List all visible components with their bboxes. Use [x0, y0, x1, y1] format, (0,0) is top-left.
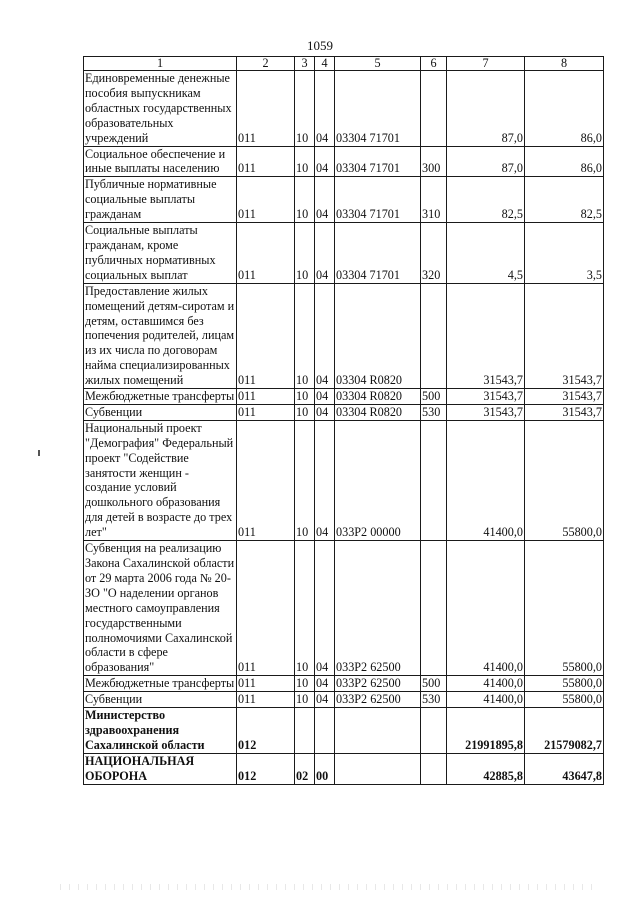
ministry-code: 011 [237, 541, 295, 676]
item-name: Публичные нормативные социальные выплаты гражданам [84, 177, 237, 223]
ministry-code: 011 [237, 223, 295, 284]
expense-type-code: 530 [421, 404, 447, 420]
table-row [84, 708, 604, 754]
amount-year-1: 82,5 [447, 177, 525, 223]
section-code: 10 [295, 177, 315, 223]
column-header: 7 [447, 57, 525, 71]
expense-type-code: 500 [421, 389, 447, 405]
column-header: 8 [525, 57, 604, 71]
section-code: 10 [295, 692, 315, 708]
item-name: Министерство здравоохранения Сахалинской области [84, 708, 237, 754]
ministry-code: 011 [237, 146, 295, 177]
item-name: Единовременные денежные пособия выпускникам областных государственных образовательных учреждений [84, 71, 237, 147]
target-article-code: 03304 R0820 [335, 283, 421, 388]
table-row [84, 146, 604, 177]
column-header: 3 [295, 57, 315, 71]
budget-table [83, 56, 604, 785]
amount-year-1: 41400,0 [447, 541, 525, 676]
expense-type-code [421, 708, 447, 754]
item-name: Национальный проект "Демография" Федеральный проект "Содействие занятости женщин - создание условий дошкольного образования для детей в возрасте до трех лет" [84, 420, 237, 540]
subsection-code [315, 708, 335, 754]
target-article-code: 033P2 62500 [335, 676, 421, 692]
table-row [84, 71, 604, 147]
column-header: 5 [335, 57, 421, 71]
subsection-code: 04 [315, 404, 335, 420]
section-code: 10 [295, 223, 315, 284]
subsection-code: 04 [315, 541, 335, 676]
amount-year-1: 87,0 [447, 146, 525, 177]
item-name: Субвенция на реализацию Закона Сахалинской области от 29 марта 2006 года № 20-ЗО "О наделении органов местного самоуправления государственными полномочиями Сахалинской области в сфере образования" [84, 541, 237, 676]
ministry-code: 011 [237, 420, 295, 540]
target-article-code: 033P2 62500 [335, 692, 421, 708]
table-row [84, 223, 604, 284]
amount-year-2: 55800,0 [525, 420, 604, 540]
ministry-code: 011 [237, 404, 295, 420]
amount-year-2: 86,0 [525, 71, 604, 147]
item-name: Социальные выплаты гражданам, кроме публичных нормативных социальных выплат [84, 223, 237, 284]
target-article-code: 03304 71701 [335, 177, 421, 223]
amount-year-2: 43647,8 [525, 753, 604, 784]
subsection-code: 04 [315, 676, 335, 692]
subsection-code: 04 [315, 177, 335, 223]
scan-artifact [38, 450, 40, 456]
amount-year-2: 31543,7 [525, 389, 604, 405]
table-row [84, 389, 604, 405]
table-row [84, 404, 604, 420]
ministry-code: 011 [237, 177, 295, 223]
amount-year-2: 55800,0 [525, 692, 604, 708]
section-code: 10 [295, 420, 315, 540]
expense-type-code [421, 71, 447, 147]
subsection-code: 04 [315, 389, 335, 405]
subsection-code: 04 [315, 420, 335, 540]
expense-type-code: 530 [421, 692, 447, 708]
amount-year-1: 4,5 [447, 223, 525, 284]
column-header: 1 [84, 57, 237, 71]
section-code: 10 [295, 283, 315, 388]
subsection-code: 04 [315, 223, 335, 284]
section-code: 10 [295, 146, 315, 177]
amount-year-1: 31543,7 [447, 283, 525, 388]
amount-year-1: 87,0 [447, 71, 525, 147]
section-code: 10 [295, 541, 315, 676]
amount-year-2: 82,5 [525, 177, 604, 223]
amount-year-1: 41400,0 [447, 676, 525, 692]
section-code [295, 708, 315, 754]
item-name: Межбюджетные трансферты [84, 389, 237, 405]
amount-year-2: 55800,0 [525, 541, 604, 676]
table-row [84, 676, 604, 692]
item-name: Субвенции [84, 404, 237, 420]
table-row [84, 692, 604, 708]
column-header: 2 [237, 57, 295, 71]
subsection-code: 00 [315, 753, 335, 784]
item-name: Социальное обеспечение и иные выплаты населению [84, 146, 237, 177]
expense-type-code: 500 [421, 676, 447, 692]
amount-year-2: 3,5 [525, 223, 604, 284]
ministry-code: 011 [237, 389, 295, 405]
subsection-code: 04 [315, 283, 335, 388]
amount-year-2: 31543,7 [525, 283, 604, 388]
item-name: НАЦИОНАЛЬНАЯ ОБОРОНА [84, 753, 237, 784]
item-name: Предоставление жилых помещений детям-сиротам и детям, оставшимся без попечения родителей, лицам из их числа по договорам найма специализированных жилых помещений [84, 283, 237, 388]
expense-type-code [421, 753, 447, 784]
amount-year-1: 42885,8 [447, 753, 525, 784]
section-code: 10 [295, 389, 315, 405]
page-number: 1059 [307, 38, 333, 53]
subsection-code: 04 [315, 146, 335, 177]
ministry-code: 011 [237, 692, 295, 708]
expense-type-code: 300 [421, 146, 447, 177]
scan-artifact [60, 884, 600, 890]
expense-type-code [421, 283, 447, 388]
amount-year-1: 31543,7 [447, 389, 525, 405]
target-article-code: 03304 71701 [335, 71, 421, 147]
table-row [84, 283, 604, 388]
expense-type-code [421, 420, 447, 540]
amount-year-1: 31543,7 [447, 404, 525, 420]
expense-type-code: 310 [421, 177, 447, 223]
table-row [84, 177, 604, 223]
target-article-code: 03304 71701 [335, 146, 421, 177]
amount-year-1: 21991895,8 [447, 708, 525, 754]
expense-type-code: 320 [421, 223, 447, 284]
amount-year-2: 55800,0 [525, 676, 604, 692]
item-name: Субвенции [84, 692, 237, 708]
section-code: 10 [295, 404, 315, 420]
target-article-code: 03304 R0820 [335, 389, 421, 405]
section-code: 10 [295, 676, 315, 692]
table-row [84, 753, 604, 784]
section-code: 02 [295, 753, 315, 784]
column-header: 6 [421, 57, 447, 71]
ministry-code: 011 [237, 283, 295, 388]
column-header: 4 [315, 57, 335, 71]
target-article-code: 033P2 62500 [335, 541, 421, 676]
section-code: 10 [295, 71, 315, 147]
target-article-code: 03304 71701 [335, 223, 421, 284]
target-article-code: 03304 R0820 [335, 404, 421, 420]
amount-year-1: 41400,0 [447, 692, 525, 708]
table-row [84, 420, 604, 540]
subsection-code: 04 [315, 71, 335, 147]
ministry-code: 012 [237, 708, 295, 754]
amount-year-2: 21579082,7 [525, 708, 604, 754]
amount-year-2: 31543,7 [525, 404, 604, 420]
ministry-code: 012 [237, 753, 295, 784]
target-article-code: 033P2 00000 [335, 420, 421, 540]
target-article-code [335, 753, 421, 784]
expense-type-code [421, 541, 447, 676]
target-article-code [335, 708, 421, 754]
table-row [84, 541, 604, 676]
subsection-code: 04 [315, 692, 335, 708]
ministry-code: 011 [237, 676, 295, 692]
amount-year-2: 86,0 [525, 146, 604, 177]
ministry-code: 011 [237, 71, 295, 147]
item-name: Межбюджетные трансферты [84, 676, 237, 692]
amount-year-1: 41400,0 [447, 420, 525, 540]
table-header-row [84, 57, 604, 71]
